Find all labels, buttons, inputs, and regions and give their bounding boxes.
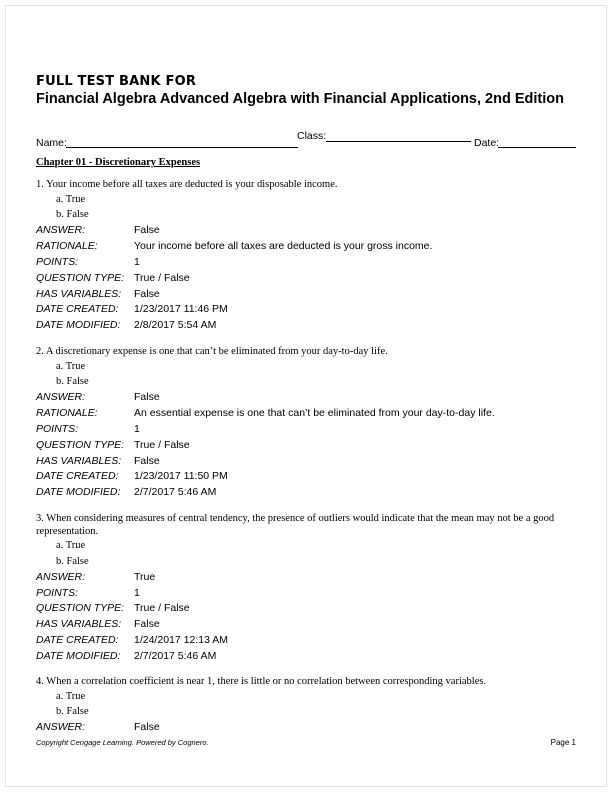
answer-label: ANSWER: xyxy=(36,570,86,583)
choice-a: a. True xyxy=(56,193,86,205)
question-4 xyxy=(36,676,576,735)
date-created-label: DATE CREATED: xyxy=(36,470,119,483)
question-1 xyxy=(36,179,576,333)
choice-b: b. False xyxy=(56,706,89,717)
has-variables-label: HAS VARIABLES: xyxy=(36,618,122,631)
has-variables-value: False xyxy=(134,618,160,631)
points-value: 1 xyxy=(134,255,140,268)
answer-row xyxy=(36,720,576,736)
has-variables-label: HAS VARIABLES: xyxy=(36,454,122,467)
question-stem: 4. When a correlation coefficient is near 1, there is little or no correlation between corresponding variables. xyxy=(36,676,487,687)
has-variables-value: False xyxy=(134,454,160,467)
date-modified-row xyxy=(36,484,576,500)
choice-a: a. True xyxy=(56,690,86,702)
answer-value: False xyxy=(134,721,160,734)
question-3 xyxy=(36,513,576,664)
rationale-value: An essential expense is one that can’t be eliminated from your day-to-day life. xyxy=(134,407,495,420)
answer-label: ANSWER: xyxy=(36,721,86,734)
answer-row xyxy=(36,390,576,406)
has-variables-label: HAS VARIABLES: xyxy=(36,287,122,300)
date-created-label: DATE CREATED: xyxy=(36,303,119,316)
question-stem: 3. When considering measures of central tendency, the presence of outliers would indicate that the mean may not be a good representation. xyxy=(36,513,555,537)
rationale-label: RATIONALE: xyxy=(36,407,98,420)
date-modified-row xyxy=(36,648,576,664)
points-row xyxy=(36,421,576,437)
points-label: POINTS: xyxy=(36,422,79,435)
rationale-label: RATIONALE: xyxy=(36,240,98,253)
date-label: Date: xyxy=(474,137,500,149)
answer-value: False xyxy=(134,391,160,404)
choice-a: a. True xyxy=(56,360,86,372)
footer-copyright: Copyright Cengage Learning. Powered by Cognero. xyxy=(36,738,209,747)
answer-value: False xyxy=(134,224,160,237)
rationale-value: Your income before all taxes are deducted is your gross income. xyxy=(134,240,433,253)
date-created-row xyxy=(36,632,576,648)
page-title: Financial Algebra Advanced Algebra with Financial Applications, 2nd Edition xyxy=(36,91,564,107)
points-row xyxy=(36,254,576,270)
date-created-label: DATE CREATED: xyxy=(36,634,119,647)
class-label: Class: xyxy=(297,130,327,142)
date-created-row xyxy=(36,468,576,484)
date-created-row xyxy=(36,301,576,317)
date-modified-label: DATE MODIFIED: xyxy=(36,486,121,499)
footer-page-number: Page 1 xyxy=(550,738,576,747)
rationale-row xyxy=(36,405,576,421)
question-type-value: True / False xyxy=(134,271,190,284)
question-type-label: QUESTION TYPE: xyxy=(36,602,125,615)
answer-label: ANSWER: xyxy=(36,224,86,237)
date-created-value: 1/23/2017 11:46 PM xyxy=(134,303,228,316)
date-created-value: 1/24/2017 12:13 AM xyxy=(134,634,228,647)
date-modified-label: DATE MODIFIED: xyxy=(36,319,121,332)
choice-b: b. False xyxy=(56,376,89,387)
question-type-value: True / False xyxy=(134,438,190,451)
date-created-value: 1/23/2017 11:50 PM xyxy=(134,470,228,483)
points-value: 1 xyxy=(134,422,140,435)
answer-row xyxy=(36,223,576,239)
question-type-label: QUESTION TYPE: xyxy=(36,438,125,451)
question-type-row xyxy=(36,601,576,617)
points-label: POINTS: xyxy=(36,255,79,268)
test-bank-label: FULL TEST BANK FOR xyxy=(36,74,197,89)
date-modified-label: DATE MODIFIED: xyxy=(36,649,121,662)
has-variables-row xyxy=(36,453,576,469)
name-label: Name: xyxy=(36,137,67,149)
has-variables-value: False xyxy=(134,287,160,300)
question-2 xyxy=(36,346,576,500)
name-field[interactable] xyxy=(66,147,298,148)
class-field[interactable] xyxy=(326,141,471,142)
answer-label: ANSWER: xyxy=(36,391,86,404)
points-row xyxy=(36,585,576,601)
question-type-value: True / False xyxy=(134,602,190,615)
question-stem: 1. Your income before all taxes are deducted is your disposable income. xyxy=(36,179,338,190)
question-type-label: QUESTION TYPE: xyxy=(36,271,125,284)
rationale-row xyxy=(36,238,576,254)
answer-value: True xyxy=(134,570,156,583)
choice-b: b. False xyxy=(56,209,89,220)
date-modified-value: 2/8/2017 5:54 AM xyxy=(134,319,217,332)
points-label: POINTS: xyxy=(36,586,79,599)
points-value: 1 xyxy=(134,586,140,599)
chapter-heading: Chapter 01 - Discretionary Expenses xyxy=(36,157,201,168)
question-type-row xyxy=(36,270,576,286)
date-modified-row xyxy=(36,317,576,333)
choice-b: b. False xyxy=(56,555,89,567)
date-field[interactable] xyxy=(498,147,576,148)
has-variables-row xyxy=(36,616,576,632)
name-class-date-line xyxy=(36,128,576,150)
question-stem: 2. A discretionary expense is one that can’t be eliminated from your day-to-day life. xyxy=(36,346,388,357)
date-modified-value: 2/7/2017 5:46 AM xyxy=(134,486,217,499)
question-type-row xyxy=(36,437,576,453)
answer-row xyxy=(36,569,576,585)
choice-a: a. True xyxy=(56,540,86,551)
has-variables-row xyxy=(36,286,576,302)
date-modified-value: 2/7/2017 5:46 AM xyxy=(134,649,217,662)
